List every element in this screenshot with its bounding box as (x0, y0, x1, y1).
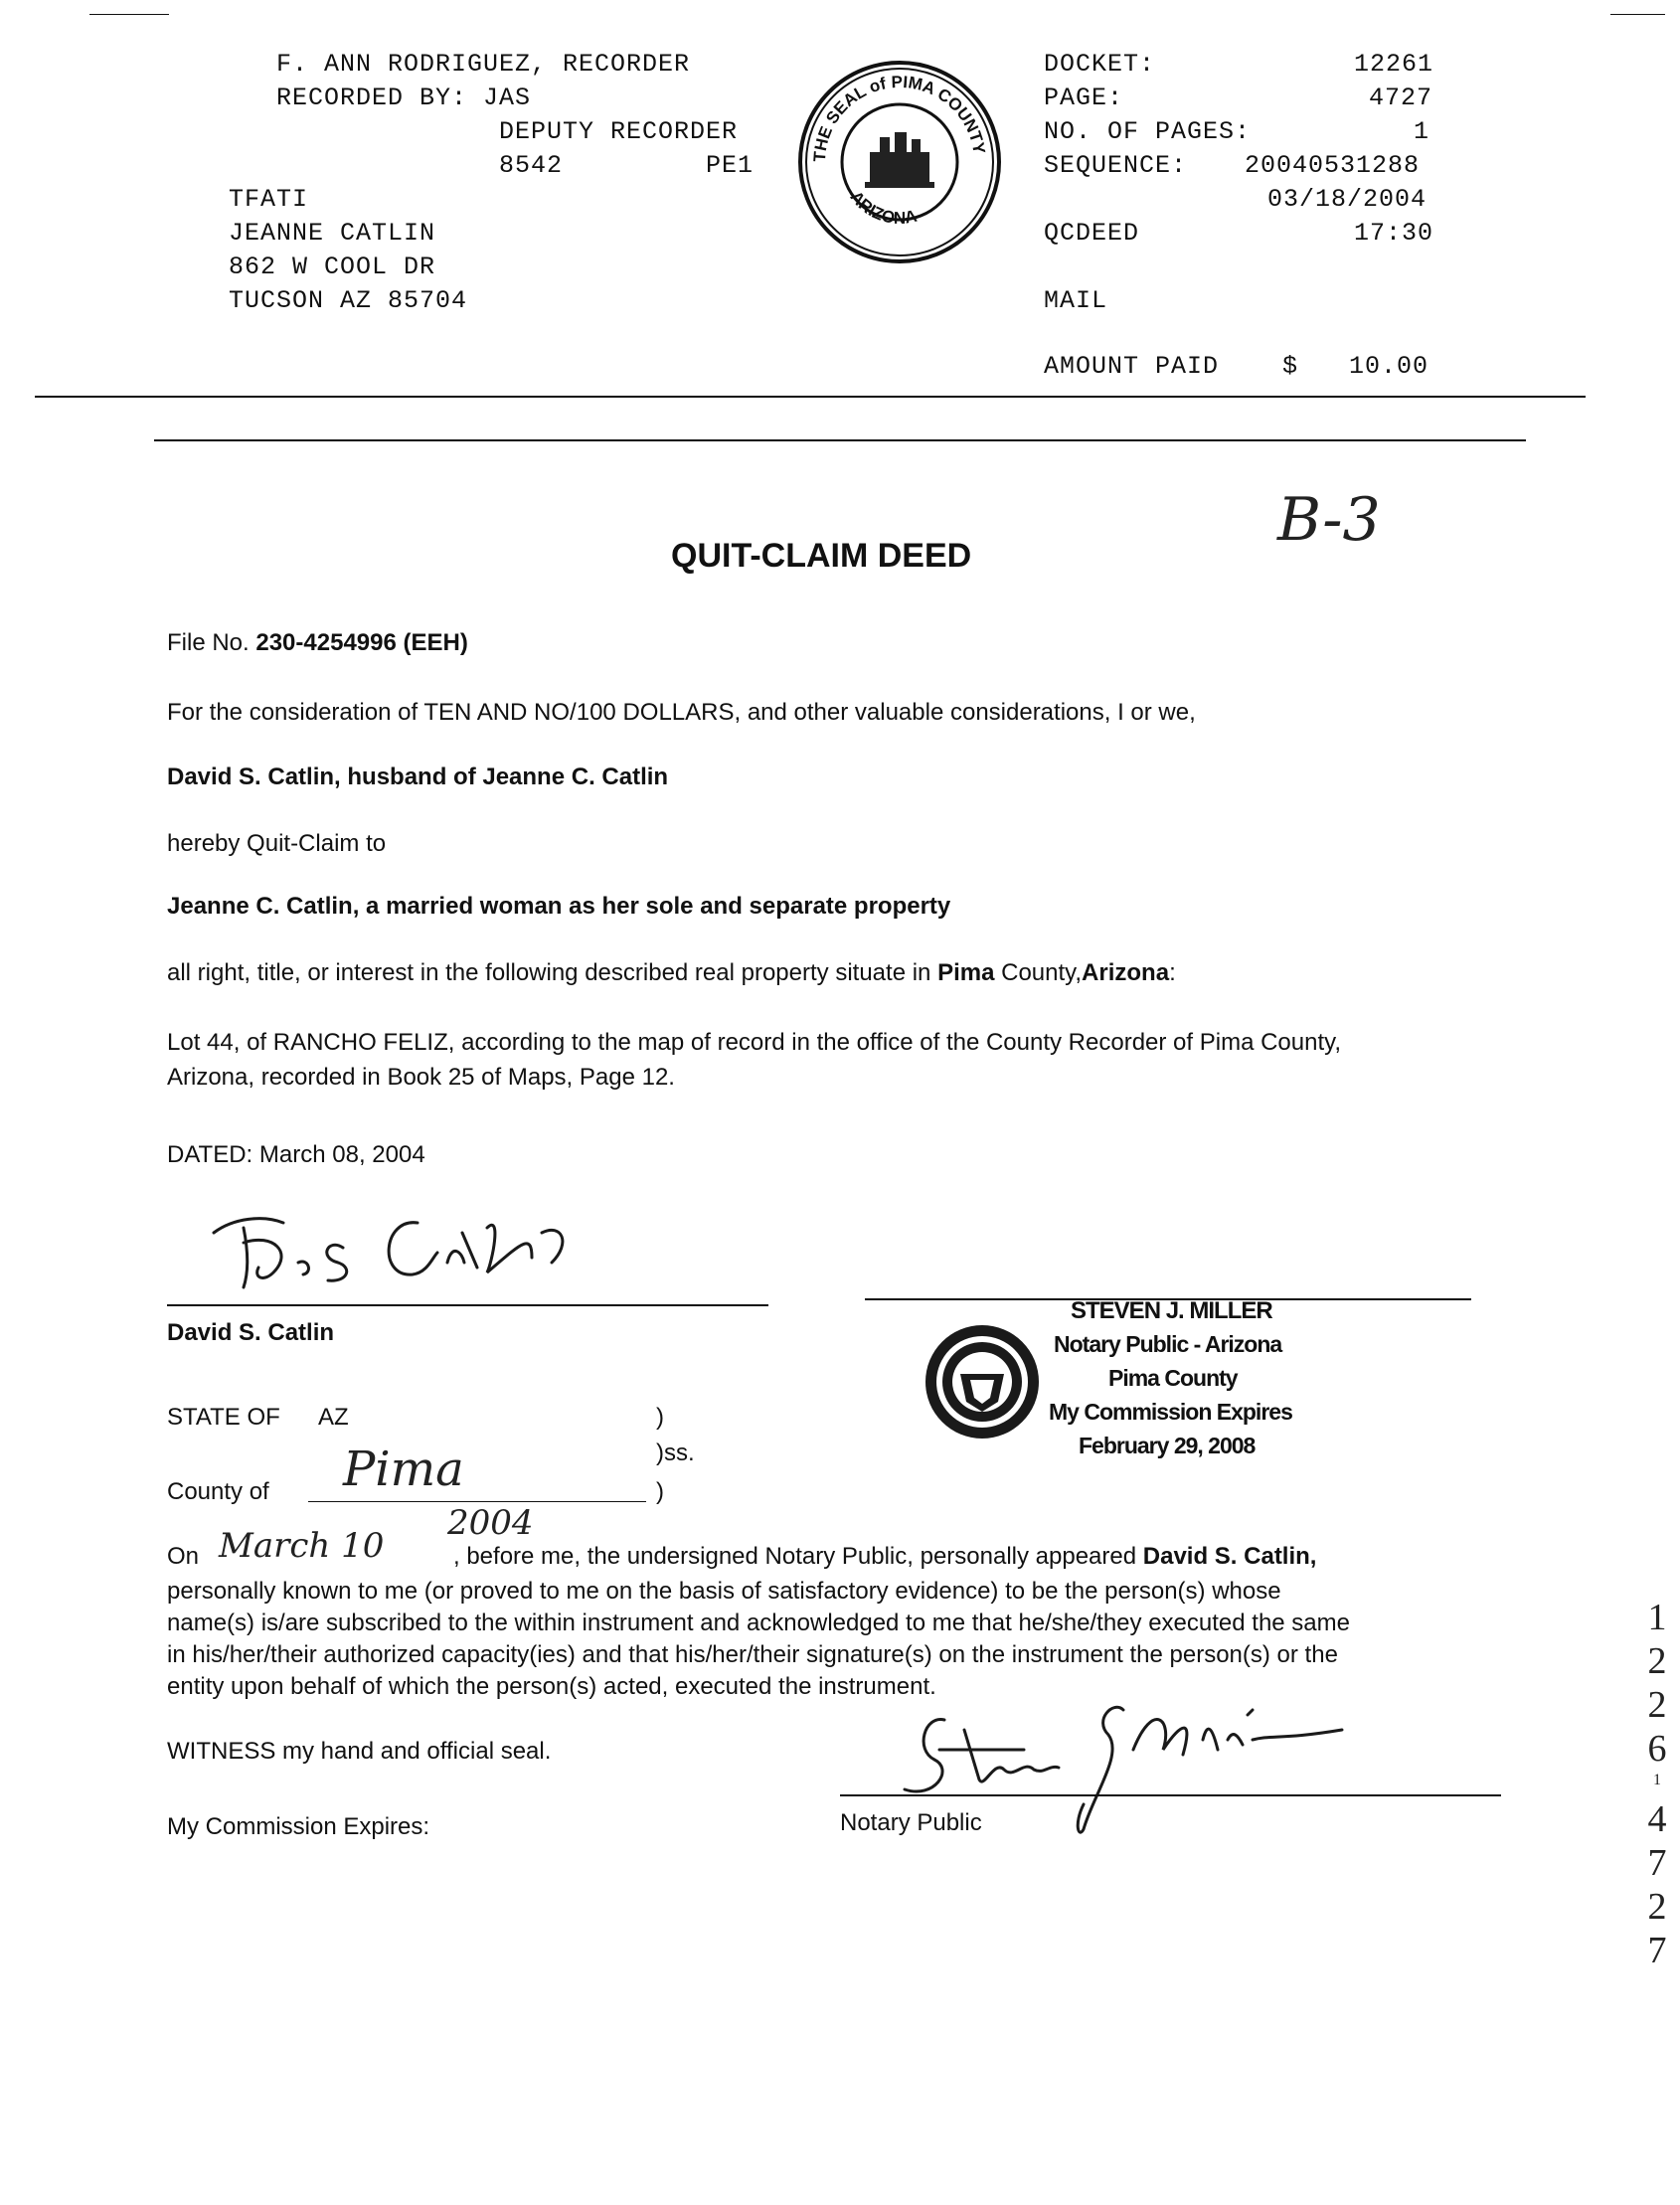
amount-value: 10.00 (1349, 352, 1429, 381)
doc-type: QCDEED (1044, 219, 1140, 248)
ss-mark: )ss. (656, 1440, 695, 1466)
county-of-value: Pima (343, 1442, 464, 1497)
ack-line-1 (453, 1543, 1316, 1571)
notary-stamp-title: Notary Public - Arizona (1054, 1331, 1282, 1357)
annotation-b3: B-3 (1277, 485, 1381, 555)
page-value: 4727 (1369, 84, 1433, 112)
mail-label: MAIL (1044, 286, 1108, 315)
appeared-name: David S. Catlin, (1142, 1543, 1317, 1570)
svg-text:ARIZONA (847, 188, 920, 228)
consideration-text: For the consideration of TEN AND NO/100 DOLLARS, and other valuable considerations, I or we, (167, 699, 1196, 726)
grantor-signature-line (167, 1304, 768, 1306)
property-intro-text-2: County, (1001, 959, 1083, 986)
page-label: PAGE: (1044, 84, 1124, 112)
return-to-line-3: 862 W COOL DR (229, 253, 436, 281)
on-date: March 10 (219, 1526, 385, 1566)
margin-digit: 6 (1647, 1728, 1667, 1770)
amount-currency: $ (1282, 352, 1299, 381)
paren-1: ) (656, 1404, 664, 1431)
margin-digit: 2 (1647, 1684, 1667, 1726)
file-label: File No. (167, 629, 250, 656)
header-rule-2 (154, 439, 1526, 441)
pages-label: NO. OF PAGES: (1044, 117, 1252, 146)
top-fragment-rule (89, 14, 169, 15)
recorded-by: RECORDED BY: JAS (276, 84, 532, 112)
signer-name: David S. Catlin (167, 1319, 335, 1346)
notary-stamp-name: STEVEN J. MILLER (1071, 1297, 1272, 1324)
return-to-line-2: JEANNE CATLIN (229, 219, 436, 248)
ack-line-2: personally known to me (or proved to me on the basis of satisfactory evidence) to be the person(s) whose (167, 1578, 1281, 1605)
return-to-line-1: TFATI (229, 185, 309, 214)
notary-stamp-expires-date: February 29, 2008 (1079, 1433, 1256, 1458)
code-number: 8542 (499, 151, 564, 180)
ack-line-3: name(s) is/are subscribed to the within instrument and acknowledged to me that he/she/they executed the same (167, 1610, 1350, 1636)
paren-3: ) (656, 1478, 664, 1505)
ack-line-5: entity upon behalf of which the person(s) acted, executed the instrument. (167, 1673, 936, 1700)
margin-digit: 2 (1647, 1640, 1667, 1682)
recorded-time: 17:30 (1354, 219, 1434, 248)
ack-line-4: in his/her/their authorized capacity(ies) and that his/her/their signature(s) on the instrument the person(s) or the (167, 1641, 1338, 1668)
witness-text: WITNESS my hand and official seal. (167, 1738, 552, 1765)
code-pe: PE1 (706, 151, 755, 180)
seal-top-text: THE SEAL of PIMA COUNTY (809, 72, 989, 163)
margin-digit: 1 (1653, 1772, 1661, 1788)
file-number-line (167, 629, 468, 657)
margin-docket-digits (1642, 1596, 1672, 1790)
margin-digit: 2 (1647, 1886, 1667, 1928)
county-seal (795, 58, 1004, 266)
sequence-value: 20040531288 (1245, 151, 1421, 180)
property-state: Arizona (1082, 959, 1170, 986)
on-year: 2004 (447, 1503, 534, 1543)
dated-line: DATED: March 08, 2004 (167, 1141, 425, 1168)
docket-label: DOCKET: (1044, 50, 1156, 79)
margin-digit: 4 (1647, 1798, 1667, 1840)
property-intro (167, 959, 1176, 987)
property-county: Pima (937, 959, 995, 986)
legal-description-line-2: Arizona, recorded in Book 25 of Maps, Page 12. (167, 1064, 675, 1091)
notary-public-label: Notary Public (840, 1809, 982, 1836)
return-to-line-4: TUCSON AZ 85704 (229, 286, 468, 315)
on-label: On (167, 1543, 200, 1570)
amount-label: AMOUNT PAID (1044, 352, 1220, 381)
margin-digit: 7 (1647, 1930, 1667, 1971)
notary-signature-line (840, 1794, 1501, 1796)
grantor-signature (204, 1203, 601, 1292)
seal-bottom-text: ARIZONA (846, 187, 920, 228)
margin-digit: 1 (1647, 1597, 1667, 1638)
notary-seal (923, 1322, 1042, 1442)
county-underline (308, 1501, 646, 1502)
grantor: David S. Catlin, husband of Jeanne C. Catlin (167, 763, 669, 790)
notary-stamp-expires-label: My Commission Expires (1049, 1399, 1292, 1425)
top-fragment-rule-2 (1610, 14, 1665, 15)
pages-value: 1 (1414, 117, 1430, 146)
county-of-label: County of (167, 1478, 269, 1505)
recorder-name: F. ANN RODRIGUEZ, RECORDER (276, 50, 691, 79)
state-of-value: AZ (318, 1404, 349, 1431)
margin-digit: 7 (1647, 1842, 1667, 1884)
property-colon: : (1169, 959, 1176, 986)
margin-page-digits (1642, 1797, 1672, 1972)
legal-description-line-1: Lot 44, of RANCHO FELIZ, according to the map of record in the office of the County Recorder of Pima County, (167, 1029, 1342, 1056)
state-of-label: STATE OF (167, 1404, 280, 1431)
commission-expires-label: My Commission Expires: (167, 1813, 430, 1840)
notary-stamp-county: Pima County (1108, 1365, 1238, 1391)
header-rule-1 (35, 396, 1586, 398)
recorded-date: 03/18/2004 (1267, 185, 1428, 214)
file-number: 230-4254996 (EEH) (255, 629, 468, 656)
property-intro-text: all right, title, or interest in the following described real property situate in (167, 959, 931, 986)
grantee: Jeanne C. Catlin, a married woman as her sole and separate property (167, 893, 951, 920)
sequence-label: SEQUENCE: (1044, 151, 1188, 180)
hereby-text: hereby Quit-Claim to (167, 830, 387, 857)
document-title: QUIT-CLAIM DEED (671, 537, 972, 575)
ack-line-1-text: , before me, the undersigned Notary Public, personally appeared (453, 1543, 1137, 1570)
docket-value: 12261 (1354, 50, 1434, 79)
deputy-recorder: DEPUTY RECORDER (499, 117, 739, 146)
